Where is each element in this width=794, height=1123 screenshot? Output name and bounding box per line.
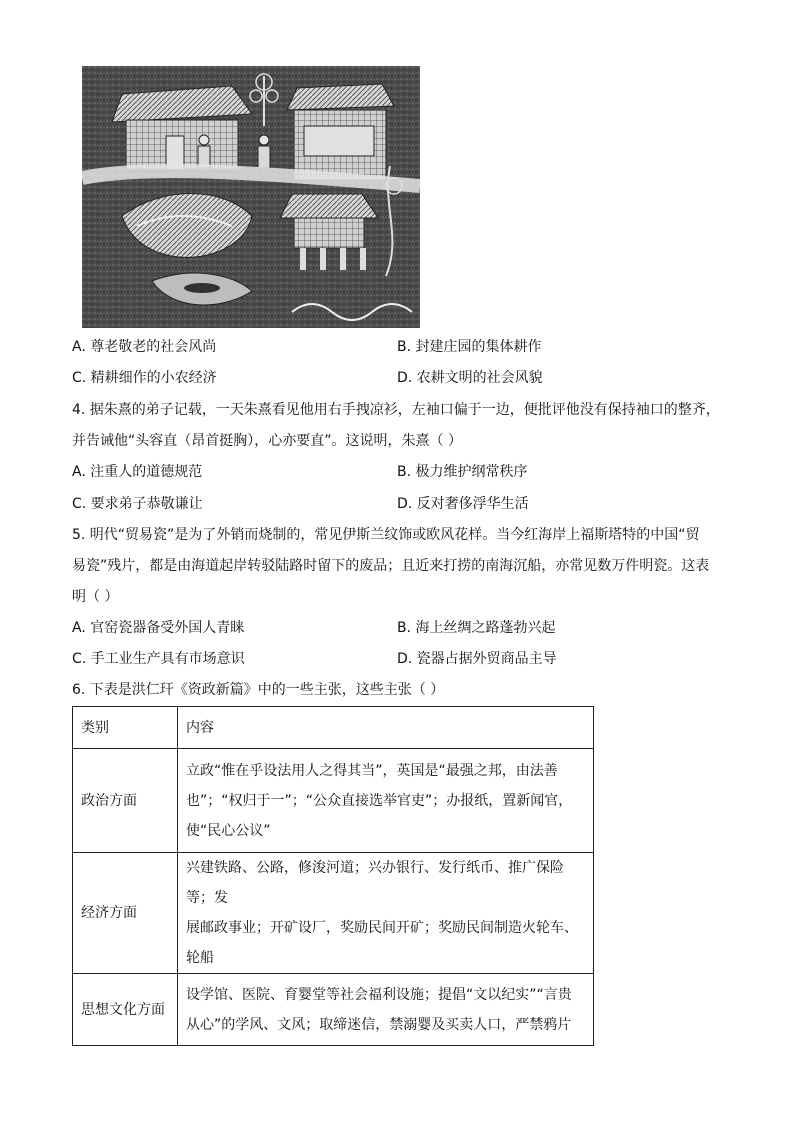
content-line: 立政“惟在乎设法用人之得其当”，英国是“最强之邦，由法善 bbox=[186, 762, 558, 779]
q3-option-a: A. 尊老敬老的社会风尚 bbox=[72, 339, 217, 355]
header-content: 内容 bbox=[178, 707, 594, 749]
content-line: 展邮政事业；开矿设厂，奖励民间开矿；奖励民间制造火轮车、轮船 bbox=[186, 920, 578, 966]
table-row bbox=[73, 749, 594, 853]
row-category: 政治方面 bbox=[73, 749, 178, 853]
q3-option-b: B. 封建庄园的集体耕作 bbox=[397, 339, 542, 355]
q5-option-b: B. 海上丝绸之路蓬勃兴起 bbox=[397, 620, 556, 636]
rubbing-image bbox=[82, 66, 420, 328]
q6-stem: 6. 下表是洪仁玕《资政新篇》中的一些主张，这些主张（ ） bbox=[72, 682, 445, 698]
q5-stem-line-1: 5. 明代“贸易瓷”是为了外销而烧制的，常见伊斯兰纹饰或欧风花样。当今红海岸上福斯塔特的中国“贸 bbox=[72, 527, 700, 543]
q5-option-c: C. 手工业生产具有市场意识 bbox=[72, 651, 245, 667]
content-line: 也”；“权归于一”；“公众直接选举官吏”；办报纸，置新闻官， bbox=[186, 792, 573, 809]
q5-option-d: D. 瓷器占据外贸商品主导 bbox=[397, 651, 557, 667]
content-line: 使“民心公议” bbox=[186, 822, 271, 839]
q4-option-b: B. 极力维护纲常秩序 bbox=[397, 464, 528, 480]
q4-option-d: D. 反对奢侈浮华生活 bbox=[397, 496, 529, 512]
row-content bbox=[178, 749, 594, 853]
table-row bbox=[73, 974, 594, 1046]
content-line: 兴建铁路、公路，修浚河道；兴办银行、发行纸币、推广保险等；发 bbox=[186, 860, 564, 906]
row-category: 思想文化方面 bbox=[73, 974, 178, 1046]
row-content bbox=[178, 974, 594, 1046]
q4-option-c: C. 要求弟子恭敬谦让 bbox=[72, 496, 203, 512]
header-category: 类别 bbox=[73, 707, 178, 749]
content-line: 设学馆、医院、育婴堂等社会福利设施；提倡“文以纪实”“言贵 bbox=[186, 986, 572, 1003]
q4-stem-line-1: 4. 据朱熹的弟子记载，一天朱熹看见他用右手拽凉衫，左袖口偏于一边，便批评他没有保持袖口的整齐， bbox=[72, 402, 720, 418]
policy-table bbox=[72, 706, 594, 1046]
row-category: 经济方面 bbox=[73, 853, 178, 974]
q5-option-a: A. 官窑瓷器备受外国人青睐 bbox=[72, 620, 245, 636]
table-header-row bbox=[73, 707, 594, 749]
q5-stem-line-3: 明（ ） bbox=[72, 589, 119, 605]
q3-option-c: C. 精耕细作的小农经济 bbox=[72, 370, 217, 386]
table-row bbox=[73, 853, 594, 974]
content-line: 从心”的学风、文风；取缔迷信，禁溺婴及买卖人口，严禁鸦片 bbox=[186, 1016, 572, 1033]
q4-option-a: A. 注重人的道德规范 bbox=[72, 464, 203, 480]
q3-option-d: D. 农耕文明的社会风貌 bbox=[397, 370, 543, 386]
q5-stem-line-2: 易瓷”残片，都是由海道起岸转驳陆路时留下的废品；且近来打捞的南海沉船，亦常见数万件明瓷。这表 bbox=[72, 558, 710, 574]
q4-stem-line-2: 并告诫他“头容直（昂首挺胸），心亦要直”。这说明，朱熹（ ） bbox=[72, 433, 462, 449]
row-content bbox=[178, 853, 594, 974]
